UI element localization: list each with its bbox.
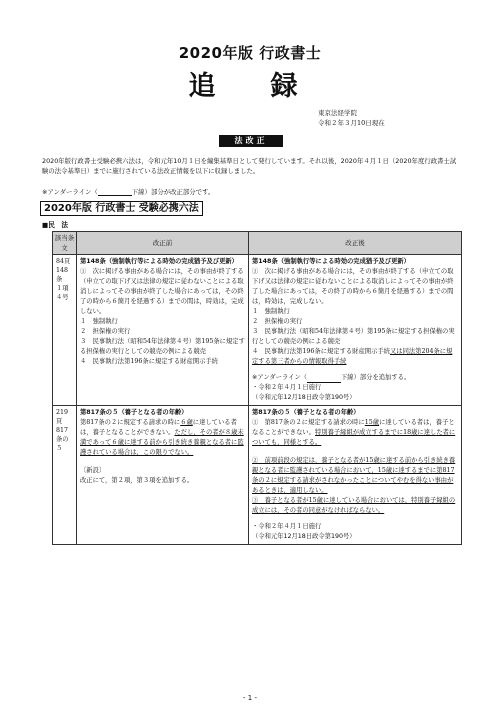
paragraph [80,418,245,458]
list-item: ２ 担保権の実行 [252,318,303,325]
loc-item: ４号 [56,294,69,301]
effective-date: ・令和２年４月１日施行 [252,384,322,391]
amended-text: 15歳 [364,419,380,426]
amended-text: ただし，その者が８歳未満であって６歳に達する前から引き続き養親となる者に監護されている場合は，この限りでない。 [80,429,244,456]
loc-page: 84頁 [56,258,71,265]
new-provision-label: 〔新設〕 [80,467,106,474]
loc-article: 148条 [56,267,69,283]
paragraph [252,418,458,448]
underline-note [42,187,214,196]
effective-info [252,522,458,542]
table-row [53,255,462,406]
supplement-heading: 追 録 [188,71,312,102]
article-heading: 第148条（強制執行等による時効の完成猶予及び更新） [80,258,238,265]
intro-paragraph: 2020年版行政書士受験必携六法は，令和元年10月１日を編集基準日として発行しています。それ以後，2020年４月１日（2020年度行政書士試験の法令基準日）までに施行されている法改正情報を以下に収録しました。 [42,157,457,175]
paragraph: ③ 養子となる者が15歳に達している場合においては，特別養子縁組の成立には，その者の同意がなければならない。 [252,497,456,514]
loc-paragraph: １項 [56,285,69,292]
header-article: 該当条文 [53,232,77,255]
as-of-date: 令和２年３月10日現在 [318,119,385,127]
note-suffix: 下線）部分を追加する。 [340,374,411,381]
after-text [249,255,462,406]
book-title: 2020年版 行政書士 受験必携六法 [40,201,203,216]
table-row [53,406,462,545]
loc-page: 219頁 [56,409,69,425]
article-location [53,406,77,545]
loc-article: 817条の５ [56,427,69,452]
article-heading: 第817条の５（養子となる者の年齢） [80,409,188,416]
section-label: ■民 法 [42,221,69,229]
amended-text: 特別養子縁組が成立するまでに18歳に達した者についても，同様とする。 [252,429,456,446]
list-item: ３ 民事執行法（昭和54年法律第４号）第195条に規定する担保権の実行としての競売の例による競売 [80,338,245,355]
text-span: に達している者は，養子となることができない。 [80,419,237,436]
table-header-row [53,232,462,255]
paragraph: ② 前項前段の規定は，養子となる者が15歳に達する前から引き続き養親となる者に監護されている場合において，15歳に達するまでに第817条の２に規定する請求がされなかったことについてやむを得ない事由があるときは，適用しない。 [252,457,456,494]
underline-sample [98,188,132,196]
effective-date: ・令和２年４月１日施行 [252,523,322,530]
paragraph: ① 次に掲げる事由がある場合には，その事由が終了する（申立ての取下げ又は法律の規定に従わないことによる取消しによってその事由が終了した場合にあっては，その終了の時から６箇月を経過する）までの間は，時効は，完成しない。 [80,268,244,315]
amendment-table [52,231,462,545]
list-item: １ 強制執行 [80,318,118,325]
before-text [77,406,249,545]
note-prefix: ※アンダーライン（ [42,188,98,196]
text-span: 第817条の２に規定する請求の時に [80,419,181,426]
text-span: ① 第817条の２に規定する請求の時に [252,419,365,426]
note-prefix: ※アンダーライン（ [252,374,307,381]
article-location [53,255,77,406]
law-revision-badge: 法改正 [219,135,283,147]
header-before: 改正前 [77,232,249,255]
list-item [252,347,458,367]
addition-note [252,373,458,403]
list-item: ２ 担保権の実行 [80,328,131,335]
new-provision-text: 改正にて，第２項，第３項を追加する。 [80,477,194,484]
article-heading: 第148条（強制執行等による時効の完成猶予及び更新） [252,258,410,265]
document-title: 2020年版 行政書士 [178,44,322,62]
publisher-info [318,108,385,128]
list-item: ３ 民事執行法（昭和54年法律第４号）第195条に規定する担保権の実行としての競売の例による競売 [252,328,455,345]
publisher-name: 東京法経学院 [318,109,357,117]
item-text: ４ 民事執行法第196条に規定する財産開示手続 [252,348,390,355]
before-text [77,255,249,406]
ordinance-ref: （令和元年12月18日政令第190号） [252,394,356,401]
ordinance-ref: （令和元年12月18日政令第190号） [252,533,356,540]
note-suffix: 下線）部分が改正部分です。 [131,188,215,196]
list-item: １ 強制執行 [252,308,290,315]
after-text [249,406,462,545]
underline-sample [307,375,341,383]
text-span: に達している者は，養子となることができない。 [252,419,455,436]
page-number: - 1 - [243,694,257,702]
paragraph: ① 次に掲げる事由がある場合には，その事由が終了する（申立ての取下げ又は法律の規定に従わないことによる取消しによってその事由が終了した場合にあっては，その終了の時から６箇月を経過する）までの間は，時効は，完成しない。 [252,268,454,305]
amended-text: ６歳 [180,419,193,426]
header-after: 改正後 [249,232,462,255]
article-heading: 第817条の５（養子となる者の年齢） [252,409,360,416]
list-item: ４ 民事執行法第196条に規定する財産開示手続 [80,358,218,365]
amended-text: 又は同法第204条に規定する第三者からの情報取得手続 [252,348,453,365]
